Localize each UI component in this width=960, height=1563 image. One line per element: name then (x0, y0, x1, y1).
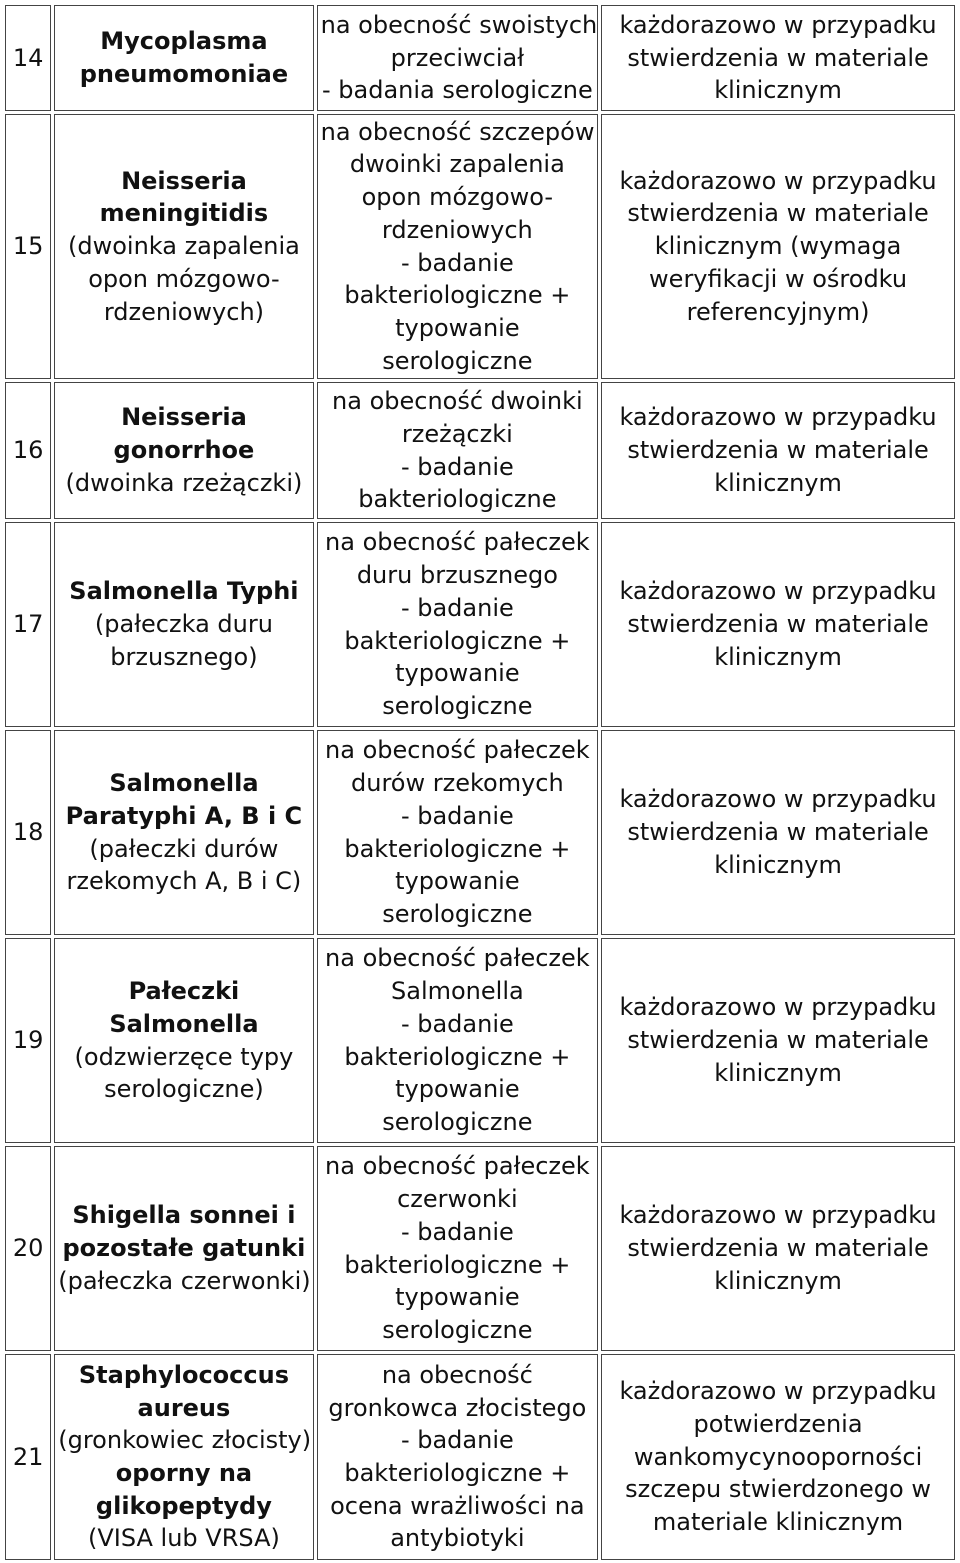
organism-line: (odzwierzęce typy (74, 1042, 294, 1071)
row-number: 18 (5, 730, 51, 935)
reporting-cell (601, 382, 955, 519)
test-line: serologiczne (382, 899, 533, 928)
test-line: typowanie (395, 313, 520, 342)
table-row (5, 1146, 955, 1351)
test-line: - badania serologiczne (322, 76, 593, 105)
test-line: na obecność szczepów (320, 117, 595, 146)
reporting-line: potwierdzenia (693, 1409, 863, 1438)
organism-line: pneumomoniae (79, 60, 289, 88)
reporting-line: każdorazowo w przypadku (619, 1201, 937, 1230)
test-line: - badanie (400, 593, 514, 622)
reporting-cell (601, 5, 955, 111)
reporting-line: klinicznym (714, 76, 842, 105)
organism-line: glikopeptydy (95, 1491, 272, 1520)
reporting-line: stwierdzenia w materiale (627, 199, 929, 228)
reporting-cell (601, 114, 955, 379)
reporting-line: materiale klinicznym (652, 1508, 904, 1537)
reporting-line: weryfikacji w ośrodku (649, 264, 908, 293)
table-row (5, 522, 955, 727)
test-line: na obecność pałeczek (325, 944, 590, 973)
test-line: bakteriologiczne + (344, 626, 571, 655)
organism-line: gonorrhoe (113, 436, 255, 465)
test-line: bakteriologiczne + (344, 281, 571, 310)
organism-line: brzusznego) (110, 642, 258, 671)
organism-line: Salmonella (109, 769, 259, 798)
test-line: bakteriologiczne + (344, 1459, 571, 1487)
organism-cell (54, 938, 313, 1143)
row-number: 19 (5, 938, 51, 1143)
test-cell (317, 730, 598, 935)
organism-line: (pałeczka czerwonki) (58, 1266, 311, 1295)
reporting-line: klinicznym (wymaga (654, 232, 902, 261)
table-row (5, 1354, 955, 1560)
organism-cell (54, 730, 313, 935)
test-line: - badanie (400, 1217, 514, 1246)
table-row (5, 382, 955, 519)
table-row (5, 938, 955, 1143)
reporting-line: klinicznym (714, 1266, 842, 1295)
test-cell (317, 522, 598, 727)
test-line: czerwonki (397, 1185, 518, 1214)
row-number: 20 (5, 1146, 51, 1351)
organism-line: Staphylococcus (78, 1360, 289, 1389)
reporting-line: każdorazowo w przypadku (619, 1377, 937, 1406)
organism-cell (54, 382, 313, 519)
test-line: serologiczne (382, 1315, 533, 1344)
reporting-line: każdorazowo w przypadku (619, 166, 937, 195)
reporting-cell (601, 730, 955, 935)
reporting-line: stwierdzenia w materiale (627, 610, 929, 639)
reporting-line: każdorazowo w przypadku (619, 577, 937, 606)
organism-line: (dwoinka rzeżączki) (65, 468, 303, 497)
test-line: bakteriologiczne + (344, 834, 571, 863)
row-number: 21 (5, 1354, 51, 1560)
test-line: typowanie (395, 1075, 520, 1104)
organism-line: (dwoinka zapalenia (67, 232, 300, 261)
test-line: serologiczne (382, 346, 533, 375)
test-line: na obecność pałeczek (325, 528, 590, 557)
reporting-line: każdorazowo w przypadku (619, 403, 937, 432)
reporting-line: klinicznym (714, 468, 842, 497)
test-line: - badanie (400, 248, 514, 277)
organism-line: Pałeczki (128, 977, 240, 1006)
test-cell (317, 938, 598, 1143)
table-row (5, 5, 955, 111)
reporting-line: referencyjnym) (686, 297, 870, 326)
organism-line: (pałeczki durów (89, 834, 279, 863)
reporting-line: klinicznym (714, 642, 842, 671)
table-row (5, 114, 955, 379)
reporting-cell (601, 522, 955, 727)
reporting-line: każdorazowo w przypadku (619, 10, 937, 39)
test-line: dwoinki zapalenia (349, 150, 565, 179)
test-line: typowanie (395, 659, 520, 688)
organism-line: oporny na (115, 1459, 253, 1487)
test-line: rzeżączki (401, 419, 513, 448)
organism-line: Neisseria (121, 403, 247, 432)
row-number: 16 (5, 382, 51, 519)
test-line: na obecność pałeczek (325, 1152, 590, 1181)
reporting-cell (601, 1354, 955, 1560)
test-line: - badanie (400, 1426, 514, 1455)
reporting-line: stwierdzenia w materiale (627, 436, 929, 465)
pathogen-table (2, 2, 958, 1563)
organism-line: (gronkowiec złocisty) (58, 1426, 312, 1455)
test-line: serologiczne (382, 691, 533, 720)
test-cell (317, 5, 598, 111)
test-cell (317, 382, 598, 519)
test-line: na obecność dwoinki (332, 387, 583, 416)
test-line: ocena wrażliwości na (330, 1491, 585, 1520)
organism-line: serologiczne) (104, 1075, 264, 1104)
test-line: - badanie (400, 452, 514, 481)
organism-line: Mycoplasma (100, 27, 268, 56)
test-line: przeciwciał (390, 43, 525, 72)
reporting-line: szczepu stwierdzonego w (625, 1475, 931, 1504)
test-line: - badanie (400, 801, 514, 830)
test-line: na obecność swoistych (320, 10, 598, 39)
test-line: - badanie (400, 1009, 514, 1038)
test-line: gronkowca złocistego (328, 1393, 587, 1422)
test-line: durów rzekomych (351, 769, 564, 798)
test-line: bakteriologiczne + (344, 1250, 571, 1279)
test-line: opon mózgowo- (361, 183, 554, 212)
organism-line: Neisseria (121, 166, 247, 195)
organism-line: Salmonella Typhi (69, 577, 299, 606)
test-cell (317, 1354, 598, 1560)
reporting-cell (601, 1146, 955, 1351)
row-number: 17 (5, 522, 51, 727)
reporting-line: stwierdzenia w materiale (627, 1234, 929, 1263)
test-line: bakteriologiczne + (344, 1042, 571, 1071)
table-row (5, 730, 955, 935)
table-body (5, 5, 955, 1560)
reporting-line: stwierdzenia w materiale (627, 818, 929, 847)
test-line: typowanie (395, 1283, 520, 1312)
organism-line: rzekomych A, B i C) (66, 867, 302, 896)
test-cell (317, 1146, 598, 1351)
organism-line: meningitidis (99, 199, 269, 228)
test-line: rdzeniowych (381, 215, 533, 244)
organism-line: Paratyphi A, B i C (65, 801, 303, 830)
organism-line: rdzeniowych) (103, 297, 265, 326)
organism-line: Shigella sonnei i (72, 1201, 296, 1230)
organism-cell (54, 1146, 313, 1351)
test-line: Salmonella (391, 977, 524, 1006)
organism-cell (54, 5, 313, 111)
test-line: typowanie (395, 867, 520, 896)
row-number: 15 (5, 114, 51, 379)
organism-line: (VISA lub VRSA) (87, 1524, 280, 1553)
reporting-line: klinicznym (714, 850, 842, 879)
test-line: serologiczne (382, 1107, 533, 1136)
test-line: antybiotyki (390, 1524, 525, 1553)
test-line: duru brzusznego (356, 561, 558, 590)
row-number: 14 (5, 5, 51, 111)
reporting-line: wankomycynooporności (633, 1442, 923, 1471)
test-line: bakteriologiczne (358, 485, 557, 514)
test-line: na obecność (381, 1360, 533, 1389)
reporting-line: stwierdzenia w materiale (627, 1026, 929, 1055)
reporting-cell (601, 938, 955, 1143)
reporting-line: każdorazowo w przypadku (619, 785, 937, 814)
reporting-line: stwierdzenia w materiale (627, 43, 929, 72)
organism-line: opon mózgowo- (88, 264, 280, 293)
organism-line: Salmonella (109, 1009, 259, 1038)
reporting-line: klinicznym (714, 1058, 842, 1087)
organism-line: aureus (137, 1393, 231, 1422)
organism-line: (pałeczka duru (94, 610, 273, 639)
test-cell (317, 114, 598, 379)
organism-line: pozostałe gatunki (62, 1234, 306, 1263)
organism-cell (54, 1354, 313, 1560)
organism-cell (54, 522, 313, 727)
test-line: na obecność pałeczek (325, 736, 590, 765)
organism-cell (54, 114, 313, 379)
reporting-line: każdorazowo w przypadku (619, 993, 937, 1022)
